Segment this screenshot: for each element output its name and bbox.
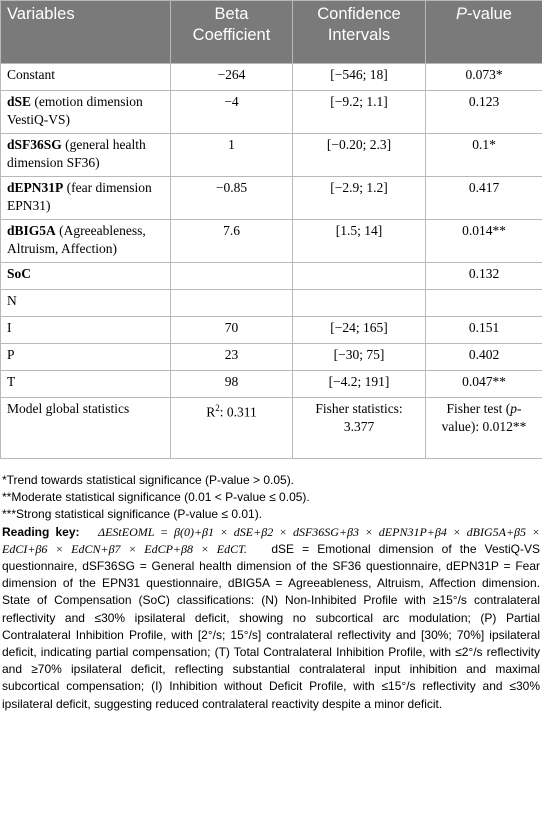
cell-confidence-interval: [−9.2; 1.1] xyxy=(293,91,426,134)
cell-p-value: 0.1* xyxy=(426,134,542,177)
variable-description: T xyxy=(7,374,16,389)
table-row xyxy=(1,317,542,344)
variable-definitions: dSE = Emotional dimension of the VestiQ-VS questionnaire, dSF36SG = General health dimension of the SF36 questionnaire, dEPN31P = Fear dimension of the EPN31 questionnaire, dBIG5A = Agreeableness, Altruism, Affection dimension. State of Compensation (SoC) classifications: (N) Non-Inhibited Profile with ≥15°/s contralateral reflectivity and ≤30% ipsilateral deficit, showing no subcortical arc modulation; (P) Partial Contralateral Inhibition Profile, with [2°/s; 15°/s] contralateral reflectivity and [30%; 70%] ipsilateral deficit, indicating partial compensation; (T) Total Contralateral Inhibition Profile, with ≤2°/s reflectivity and ≥70% ipsilateral deficit, reflecting substantial contralateral input inhibition and maximal subcortical compensation; (I) Inhibition without Deficit Profile, with ≤15°/s reflectivity and ≤30% ipsilateral deficit, suggesting reduced contralateral reactivity despite a minor deficit. xyxy=(2,541,540,711)
cell-variable xyxy=(1,290,171,317)
header-beta-coefficient: Beta Coefficient xyxy=(171,1,293,64)
cell-beta: −264 xyxy=(171,64,293,91)
variable-description: Constant xyxy=(7,67,56,82)
cell-beta xyxy=(171,290,293,317)
cell-confidence-interval xyxy=(293,263,426,290)
variable-code: dSF36SG xyxy=(7,137,62,152)
table-row xyxy=(1,263,542,290)
cell-beta: 98 xyxy=(171,371,293,398)
cell-p-value: 0.402 xyxy=(426,344,542,371)
variable-description: N xyxy=(7,293,17,308)
table-row xyxy=(1,91,542,134)
cell-p-value: Fisher test (p-value): 0.012** xyxy=(426,398,542,459)
table-row xyxy=(1,220,542,263)
table-row xyxy=(1,344,542,371)
table-row xyxy=(1,134,542,177)
reading-key-label: Reading key: xyxy=(2,524,80,539)
cell-beta: 1 xyxy=(171,134,293,177)
cell-variable xyxy=(1,91,171,134)
cell-p-value: 0.014** xyxy=(426,220,542,263)
cell-p-value: 0.417 xyxy=(426,177,542,220)
table-row xyxy=(1,177,542,220)
cell-p-value xyxy=(426,290,542,317)
cell-variable xyxy=(1,220,171,263)
footnote-strong: ***Strong statistical significance (P-value ≤ 0.01). xyxy=(2,507,263,522)
header-variables: Variables xyxy=(1,1,171,64)
cell-p-value: 0.047** xyxy=(426,371,542,398)
variable-description: (Agreeableness, Altruism, Affection) xyxy=(7,223,146,256)
cell-beta: −4 xyxy=(171,91,293,134)
cell-variable xyxy=(1,398,171,459)
cell-beta: $R^2$: 0.311 xyxy=(171,398,293,459)
variable-description: (general health dimension SF36) xyxy=(7,137,146,170)
cell-confidence-interval: [1.5; 14] xyxy=(293,220,426,263)
variable-description: I xyxy=(7,320,12,335)
variable-description: (fear dimension EPN31) xyxy=(7,180,152,213)
header-confidence-intervals: Confidence Intervals xyxy=(293,1,426,64)
cell-confidence-interval xyxy=(293,290,426,317)
variable-description: P xyxy=(7,347,15,362)
footnote-moderate: **Moderate statistical significance (0.01 < P-value ≤ 0.05). xyxy=(2,490,310,505)
table-row xyxy=(1,398,542,459)
cell-variable xyxy=(1,263,171,290)
cell-beta xyxy=(171,263,293,290)
variable-description: Model global statistics xyxy=(7,401,130,416)
cell-confidence-interval: [−546; 18] xyxy=(293,64,426,91)
cell-variable xyxy=(1,371,171,398)
cell-beta: 70 xyxy=(171,317,293,344)
table-row xyxy=(1,290,542,317)
table-row xyxy=(1,371,542,398)
footnote-trend: *Trend towards statistical significance (P-value > 0.05). xyxy=(2,473,295,487)
table-footnotes xyxy=(2,472,540,713)
header-row xyxy=(1,1,542,64)
cell-p-value: 0.151 xyxy=(426,317,542,344)
variable-description: (emotion dimension VestiQ-VS) xyxy=(7,94,143,127)
header-p-value: P-value xyxy=(426,1,542,64)
cell-variable xyxy=(1,317,171,344)
variable-code: dBIG5A xyxy=(7,223,56,238)
variable-code: dSE xyxy=(7,94,32,109)
cell-p-value: 0.073* xyxy=(426,64,542,91)
cell-beta: 23 xyxy=(171,344,293,371)
cell-p-value: 0.132 xyxy=(426,263,542,290)
table-row xyxy=(1,64,542,91)
cell-confidence-interval: Fisher statistics: 3.377 xyxy=(293,398,426,459)
reading-key xyxy=(2,524,540,713)
cell-variable xyxy=(1,134,171,177)
cell-confidence-interval: [−2.9; 1.2] xyxy=(293,177,426,220)
cell-confidence-interval: [−4.2; 191] xyxy=(293,371,426,398)
model-formula: ΔEStEOML = β(0)+β1 × dSE+β2 × dSF36SG+β3 × dEPN31P+β4 × dBIG5A+β5 × EdCI+β6 × EdCN+β7 × EdCP+β8 × EdCT. xyxy=(2,524,540,556)
cell-confidence-interval: [−30; 75] xyxy=(293,344,426,371)
cell-beta: 7.6 xyxy=(171,220,293,263)
cell-beta: −0.85 xyxy=(171,177,293,220)
cell-confidence-interval: [−24; 165] xyxy=(293,317,426,344)
cell-p-value: 0.123 xyxy=(426,91,542,134)
variable-code: SoC xyxy=(7,266,32,281)
cell-confidence-interval: [−0.20; 2.3] xyxy=(293,134,426,177)
cell-variable xyxy=(1,344,171,371)
cell-variable xyxy=(1,177,171,220)
cell-variable xyxy=(1,64,171,91)
variable-code: dEPN31P xyxy=(7,180,64,195)
